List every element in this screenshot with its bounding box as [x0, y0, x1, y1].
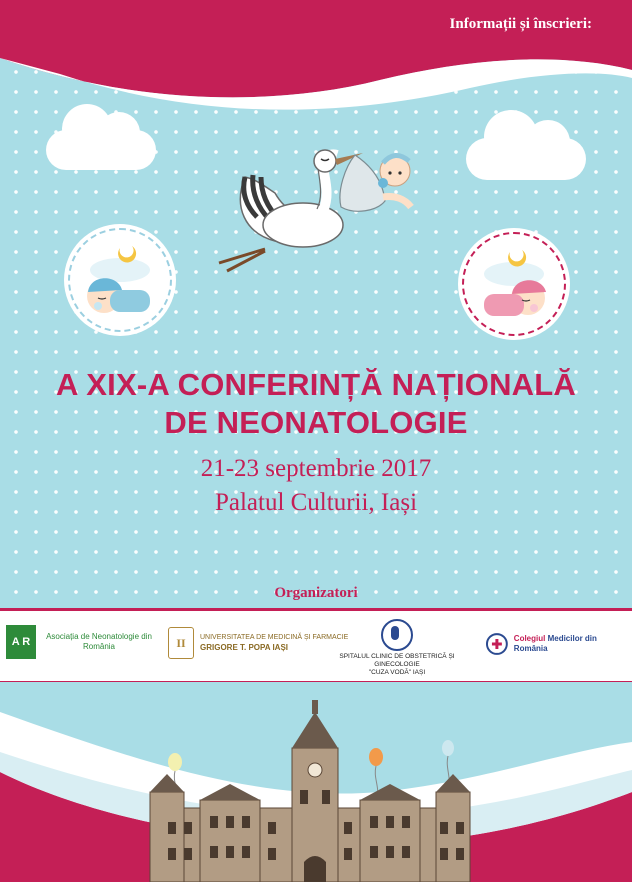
- hospital-line-2: "CUZA VODĂ" IAȘI: [368, 669, 426, 676]
- title-line-1: A XIX-A CONFERINȚĂ NAȚIONALĂ: [56, 367, 576, 402]
- hospital-logo-icon: [381, 619, 413, 651]
- cmr-name-part-2: Medicilor din România: [513, 634, 597, 653]
- event-venue: Palatul Culturii, Iași: [214, 489, 418, 516]
- organizer-logos: [0, 608, 632, 684]
- hospital-name: [322, 653, 472, 677]
- cloud-left: [46, 130, 156, 170]
- hospital-line-1: SPITALUL CLINIC DE OBSTETRICĂ ȘI GINECOLOGIE: [339, 653, 455, 668]
- conference-title-block: [0, 366, 632, 520]
- title-line-2: DE NEONATOLOGIE: [164, 405, 468, 440]
- event-dates: 21-23 septembrie 2017: [200, 455, 432, 482]
- logo-cuza-voda-hospital[interactable]: [322, 619, 472, 677]
- baby-girl-badge: [462, 232, 566, 336]
- cloud-right: [466, 138, 586, 180]
- footer-palace-scene: [0, 682, 632, 882]
- cmr-name: [514, 634, 632, 654]
- info-label: Informații și înscrieri:: [449, 16, 592, 32]
- umf-line-2: GRIGORE T. POPA IAȘI: [200, 642, 289, 652]
- anr-name: Asociația de Neonatologie din România: [46, 632, 152, 651]
- stork-illustration: [205, 137, 415, 277]
- cmr-name-part-1: Colegiul: [513, 634, 548, 643]
- logo-asociatia-neonatologie[interactable]: [6, 625, 154, 659]
- organizers-label: Organizatori: [274, 585, 358, 601]
- umf-logo-icon: II: [168, 627, 194, 659]
- cmr-logo-icon: [484, 631, 510, 657]
- umf-line-1: UNIVERSITATEA DE MEDICINĂ ȘI FARMACIE: [200, 633, 349, 641]
- anr-logo-icon: A R: [6, 625, 36, 659]
- baby-boy-badge: [68, 228, 172, 332]
- logo-colegiul-medicilor[interactable]: [484, 631, 632, 657]
